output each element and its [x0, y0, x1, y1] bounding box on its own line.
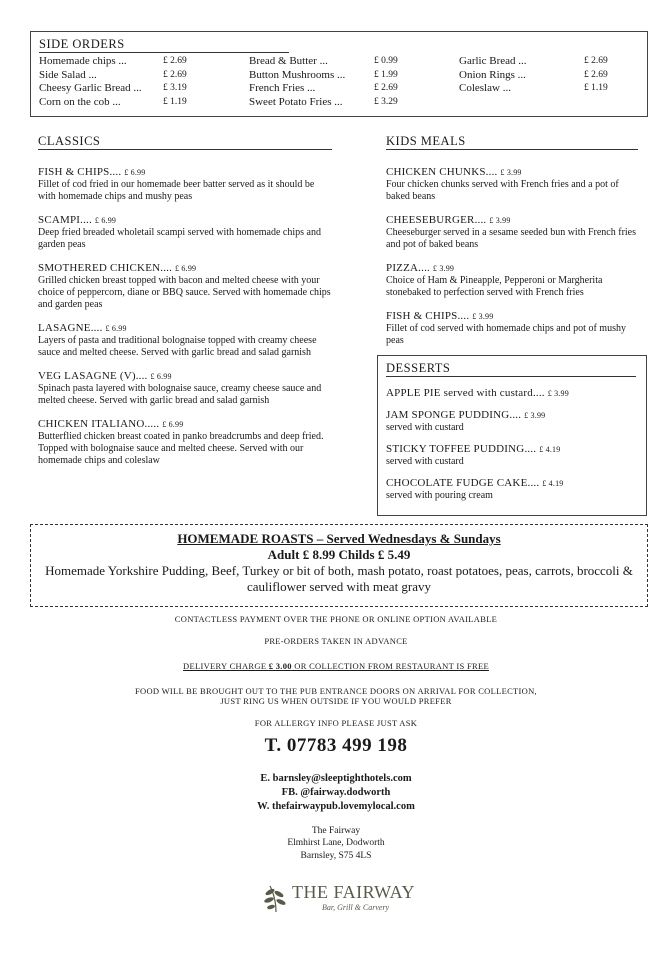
item-name: Homemade chips ... — [39, 55, 127, 67]
item-name: Corn on the cob ... — [39, 95, 121, 108]
item-name: Bread & Butter ... — [249, 55, 328, 67]
item-price: £ 4.19 — [542, 479, 564, 488]
item-price: £ 1.99 — [374, 69, 398, 80]
address-line3: Barnsley, S75 4LS — [300, 851, 372, 861]
item-description: served with custard — [386, 456, 464, 467]
menu-item — [386, 443, 638, 468]
phone-number[interactable]: T. 07783 499 198 — [264, 735, 408, 756]
item-description: Four chicken chunks served with French fries and a pot of baked beans — [386, 179, 619, 202]
roasts-title: HOMEMADE ROASTS – Served Wednesdays & Sundays — [177, 531, 501, 546]
the-fairway-logo — [262, 880, 422, 920]
item-name: SCAMPI.... — [38, 214, 92, 226]
menu-item — [386, 310, 638, 347]
side-order-item — [39, 69, 229, 83]
item-name: Side Salad ... — [39, 68, 97, 81]
item-description: Spinach pasta layered with bolognaise sauce, creamy cheese sauce and melted cheese. Served with garlic bread and salad garnish — [38, 383, 322, 406]
address-line2: Elmhirst Lane, Dodworth — [287, 838, 385, 848]
classics-title: CLASSICS — [38, 134, 332, 150]
item-price: £ 6.99 — [124, 168, 146, 177]
item-description: Deep fried breaded wholetail scampi served with homemade chips and garden peas — [38, 227, 321, 250]
kids-meals-title: KIDS MEALS — [386, 134, 638, 150]
side-orders-section — [30, 31, 648, 117]
desserts-title: DESSERTS — [386, 361, 636, 377]
item-name: PIZZA.... — [386, 262, 430, 274]
menu-item — [38, 214, 332, 251]
item-price: £ 3.99 — [432, 264, 455, 273]
side-orders-column — [459, 55, 639, 96]
item-price: £ 1.19 — [584, 83, 608, 93]
item-name: Coleslaw ... — [459, 82, 511, 94]
item-price: £ 3.19 — [163, 83, 187, 93]
side-order-item — [39, 96, 229, 110]
delivery-amount: £ 3.00 — [268, 661, 292, 671]
item-description: Choice of Ham & Pineapple, Pepperoni or Margherita stonebaked to perfection served with French fries — [386, 275, 603, 298]
item-price: £ 6.99 — [175, 264, 197, 273]
logo-tagline: Bar, Grill & Carvery — [322, 903, 390, 912]
item-price: £ 3.99 — [472, 312, 494, 321]
item-description: Fillet of cod served with homemade chips and pot of mushy peas — [386, 323, 626, 346]
logo-name: THE FAIRWAY — [292, 882, 416, 902]
roasts-prices: Adult £ 8.99 Childs £ 5.49 — [267, 547, 411, 562]
item-name: Onion Rings ... — [459, 68, 526, 81]
address-line1: The Fairway — [311, 826, 361, 836]
collection-notice-line1: FOOD WILL BE BROUGHT OUT TO THE PUB ENTRANCE DOORS ON ARRIVAL FOR COLLECTION, — [134, 686, 537, 696]
delivery-suffix: OR COLLECTION FROM RESTAURANT IS FREE — [291, 661, 489, 671]
classics-section — [38, 134, 332, 478]
item-price: £ 2.69 — [584, 56, 608, 66]
menu-item — [386, 477, 638, 502]
item-price: £ 3.99 — [489, 216, 511, 225]
item-name: FISH & CHIPS.... — [386, 310, 470, 322]
item-price: £ 6.99 — [150, 372, 172, 381]
item-price: £ 4.19 — [539, 445, 561, 454]
menu-item — [38, 370, 332, 407]
side-order-item — [459, 82, 639, 96]
side-orders-column — [39, 55, 229, 109]
kids-meals-section — [386, 134, 638, 358]
menu-item — [386, 409, 638, 434]
item-price: £ 2.69 — [163, 69, 187, 80]
side-order-item — [249, 55, 439, 69]
side-order-item — [39, 82, 229, 96]
menu-item — [38, 262, 332, 311]
facebook-link[interactable]: FB. @fairway.dodworth — [281, 787, 391, 798]
desserts-section — [377, 355, 647, 516]
side-order-item — [39, 55, 229, 69]
side-orders-column — [249, 55, 439, 109]
item-description: Fillet of cod fried in our homemade beer batter served as it should be with homemade chips and mushy peas — [38, 179, 315, 202]
menu-item — [38, 322, 332, 359]
side-order-item — [249, 96, 439, 110]
item-price: £ 2.69 — [374, 83, 398, 93]
item-name: LASAGNE.... — [38, 322, 103, 334]
item-price: £ 0.99 — [374, 56, 398, 66]
website-link[interactable]: W. thefairwaypub.lovemylocal.com — [257, 801, 415, 812]
roasts-section — [30, 524, 648, 607]
olive-branch-icon — [262, 882, 290, 914]
item-name: APPLE PIE served with custard.... — [386, 387, 545, 399]
menu-item — [386, 262, 638, 299]
item-name: STICKY TOFFEE PUDDING.... — [386, 443, 537, 455]
menu-item — [386, 166, 638, 203]
menu-item — [38, 418, 332, 467]
side-order-item — [459, 55, 639, 69]
side-order-item — [459, 69, 639, 83]
item-price: £ 2.69 — [584, 69, 608, 80]
preorders-notice: PRE-ORDERS TAKEN IN ADVANCE — [264, 636, 408, 646]
menu-item — [386, 214, 638, 251]
email-link[interactable]: E. barnsley@sleeptighthotels.com — [260, 773, 412, 784]
item-name: JAM SPONGE PUDDING.... — [386, 409, 522, 421]
menu-item — [386, 387, 638, 400]
item-price: £ 3.99 — [524, 411, 546, 420]
item-description: Butterflied chicken breast coated in panko breadcrumbs and deep fried. Topped with bolognaise sauce and melted cheese. Served with our homemade chips and coleslaw — [38, 431, 324, 466]
item-description: Cheeseburger served in a sesame seeded bun with French fries and pot of baked beans — [386, 227, 637, 250]
delivery-prefix: DELIVERY CHARGE — [183, 661, 269, 671]
item-name: SMOTHERED CHICKEN.... — [38, 262, 173, 274]
item-description: Grilled chicken breast topped with bacon and melted cheese with your choice of peppercorn, diane or BBQ sauce. Served with homemade chips and garden peas — [38, 275, 331, 310]
side-order-item — [249, 82, 439, 96]
item-name: French Fries ... — [249, 82, 316, 94]
item-description: served with custard — [386, 422, 464, 433]
item-price: £ 3.29 — [374, 96, 398, 107]
collection-notice-line2: JUST RING US WHEN OUTSIDE IF YOU WOULD PREFER — [220, 696, 452, 706]
item-name: CHEESEBURGER.... — [386, 214, 487, 226]
delivery-notice — [0, 661, 672, 671]
item-price: £ 6.99 — [94, 216, 117, 225]
item-price: £ 2.69 — [163, 56, 187, 66]
side-order-item — [249, 69, 439, 83]
allergy-notice: FOR ALLERGY INFO PLEASE JUST ASK — [254, 718, 418, 728]
item-name: CHOCOLATE FUDGE CAKE.... — [386, 477, 540, 489]
item-name: Sweet Potato Fries ... — [249, 95, 343, 108]
item-name: Cheesy Garlic Bread ... — [39, 82, 142, 94]
roasts-description: Homemade Yorkshire Pudding, Beef, Turkey or bit of both, mash potato, roast potatoes, peas, carrots, broccoli & cauliflower served with meat gravy — [45, 563, 633, 594]
item-price: £ 3.99 — [500, 168, 522, 177]
item-price: £ 6.99 — [105, 324, 127, 333]
item-name: CHICKEN ITALIANO..... — [38, 418, 160, 430]
item-name: CHICKEN CHUNKS.... — [386, 166, 498, 178]
item-price: £ 6.99 — [162, 420, 184, 429]
contactless-notice: CONTACTLESS PAYMENT OVER THE PHONE OR ONLINE OPTION AVAILABLE — [174, 614, 498, 624]
item-name: Garlic Bread ... — [459, 55, 527, 67]
side-orders-title: SIDE ORDERS — [39, 37, 289, 53]
menu-item — [38, 166, 332, 203]
item-description: served with pouring cream — [386, 490, 493, 501]
item-name: FISH & CHIPS.... — [38, 166, 122, 178]
item-price: £ 1.19 — [163, 96, 187, 107]
item-description: Layers of pasta and traditional bolognaise topped with creamy cheese sauce and melted cheese. Served with garlic bread and salad garnish — [38, 335, 317, 358]
item-name: VEG LASAGNE (V).... — [38, 370, 148, 382]
item-name: Button Mushrooms ... — [249, 68, 346, 81]
item-price: £ 3.99 — [547, 389, 569, 398]
